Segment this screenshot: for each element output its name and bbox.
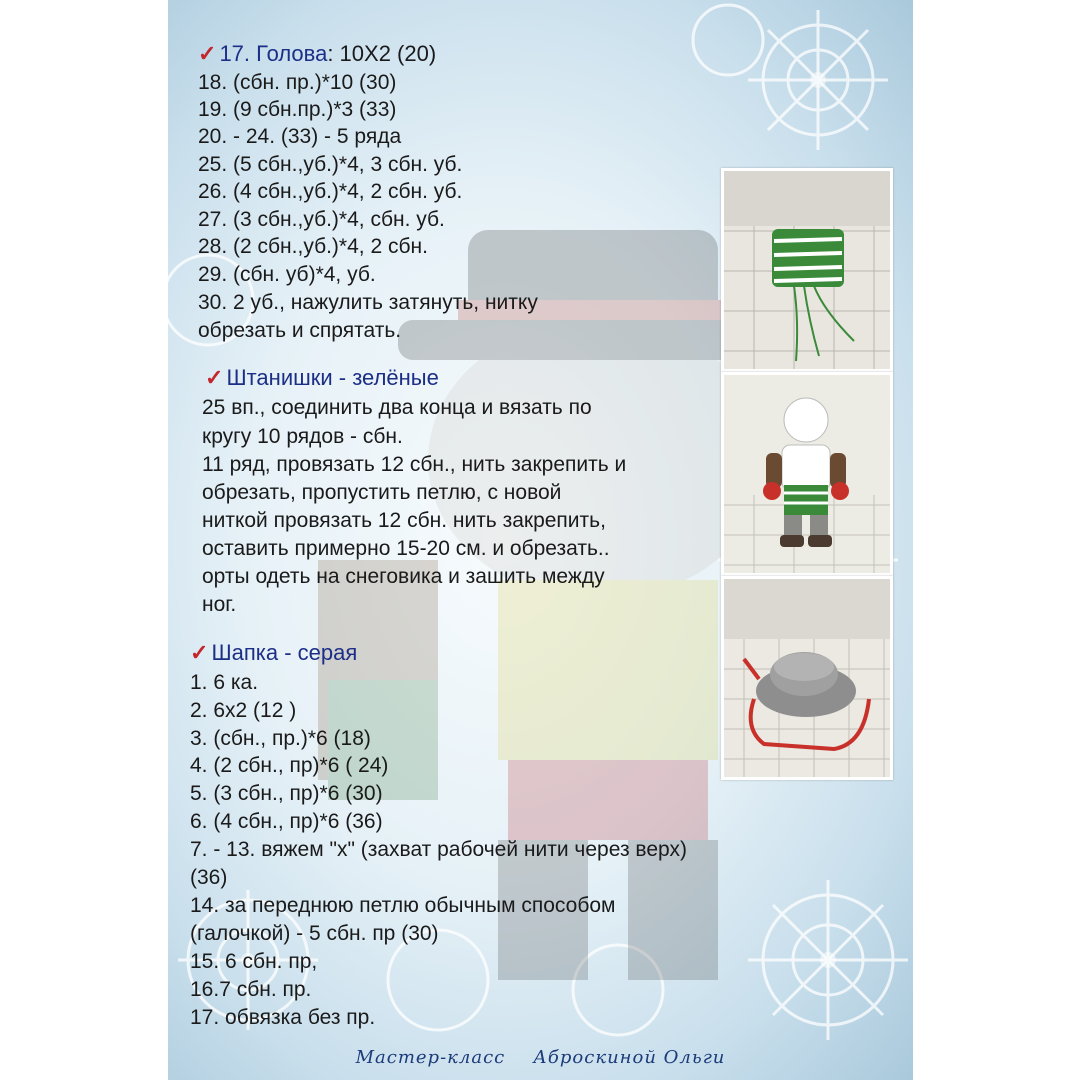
head-row: 20. - 24. (33) - 5 ряда xyxy=(198,125,402,148)
pants-row: 25 вп., соединить два конца и вязать по xyxy=(202,396,592,419)
check-icon: ✓ xyxy=(198,41,217,66)
hat-row: 5. (3 сбн., пр)*6 (30) xyxy=(190,782,383,805)
head-row: 29. (сбн. уб)*4, уб. xyxy=(198,263,376,286)
hat-row: (36) xyxy=(190,866,228,889)
footer-left: Мастер-класс xyxy=(355,1047,506,1068)
pants-row: обрезать, пропустить петлю, с новой xyxy=(202,481,562,504)
hat-heading xyxy=(190,639,357,666)
pants-title: Штанишки - зелёные xyxy=(226,365,439,390)
pants-row: кругу 10 рядов - сбн. xyxy=(202,425,403,448)
pants-row: ниткой провязать 12 сбн. нить закрепить, xyxy=(202,509,606,532)
pants-heading xyxy=(205,364,439,391)
hat-row: 7. - 13. вяжем "х" (захват рабочей нити через верх) xyxy=(190,838,687,861)
pattern-text xyxy=(168,0,913,1080)
head-row: обрезать и спрятать. xyxy=(198,319,402,342)
hat-row: 14. за переднюю петлю обычным способом xyxy=(190,894,616,917)
footer-right: Аброскиной Ольги xyxy=(533,1047,726,1068)
head-row: 28. (2 сбн.,уб.)*4, 2 сбн. xyxy=(198,235,428,258)
head-row: 25. (5 сбн.,уб.)*4, 3 сбн. уб. xyxy=(198,153,463,176)
check-icon: ✓ xyxy=(190,640,209,665)
head-row: 30. 2 уб., нажулить затянуть, нитку xyxy=(198,291,538,314)
check-icon: ✓ xyxy=(205,365,224,390)
page xyxy=(168,0,913,1080)
hat-row: (галочкой) - 5 сбн. пр (30) xyxy=(190,922,439,945)
head-row: 27. (3 сбн.,уб.)*4, сбн. уб. xyxy=(198,208,445,231)
head-row: 26. (4 сбн.,уб.)*4, 2 сбн. уб. xyxy=(198,180,463,203)
hat-row: 17. обвязка без пр. xyxy=(190,1006,376,1029)
hat-row: 4. (2 сбн., пр)*6 ( 24) xyxy=(190,754,389,777)
pants-row: орты одеть на снеговика и зашить между xyxy=(202,565,605,588)
hat-title: Шапка - серая xyxy=(211,640,358,665)
pants-row: 11 ряд, провязать 12 сбн., нить закрепить и xyxy=(202,453,627,476)
hat-row: 1. 6 ка. xyxy=(190,671,259,694)
head-title: 17. Голова xyxy=(219,41,328,66)
head-row: 18. (сбн. пр.)*10 (30) xyxy=(198,71,397,94)
head-row: 19. (9 сбн.пр.)*3 (33) xyxy=(198,98,397,121)
head-title-rest: : 10Х2 (20) xyxy=(327,41,437,66)
footer-signature xyxy=(168,1047,913,1068)
pants-row: оставить примерно 15-20 см. и обрезать.. xyxy=(202,537,610,560)
hat-row: 16.7 сбн. пр. xyxy=(190,978,312,1001)
hat-row: 2. 6х2 (12 ) xyxy=(190,699,297,722)
pants-row: ног. xyxy=(202,593,237,616)
hat-row: 3. (сбн., пр.)*6 (18) xyxy=(190,727,371,750)
head-heading xyxy=(198,40,436,67)
hat-row: 15. 6 сбн. пр, xyxy=(190,950,318,973)
hat-row: 6. (4 сбн., пр)*6 (36) xyxy=(190,810,383,833)
